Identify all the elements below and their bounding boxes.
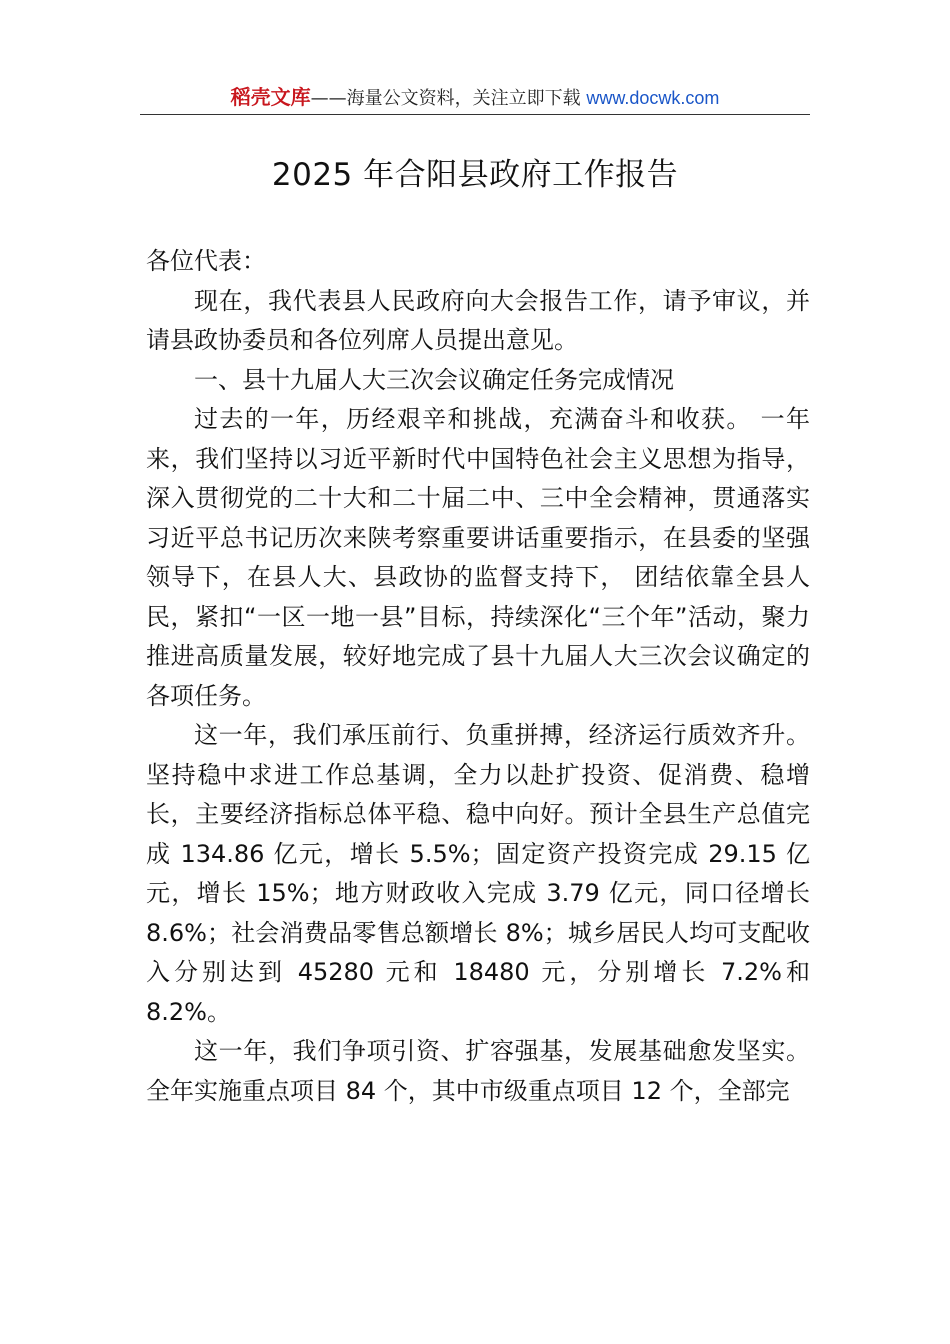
paragraph-review: 过去的一年，历经艰辛和挑战，充满奋斗和收获。 一年来，我们坚持以习近平新时代中国特色社会主义思想为指导，深入贯彻党的二十大和二十届二中、三中全会精神，贯通落实习近平总书记历次来陕考察重要讲话重要指示，在县委的坚强领导下，在县人大、县政协的监督支持下， 团结依靠全县人民，紧扣“一区一地一县”目标，持续深化“三个年”活动，聚力推进高质量发展，较好地完成了县十九届人大三次会议确定的各项任务。	[146, 405, 810, 710]
page-header	[140, 84, 810, 114]
section-heading: 一、县十九届人大三次会议确定任务完成情况	[194, 365, 674, 394]
document-title: 2025 年合阳县政府工作报告	[271, 157, 679, 193]
paragraph-projects: 这一年，我们争项引资、扩容强基，发展基础愈发坚实。全年实施重点项目 84 个，其中市级重点项目 12 个，全部完	[146, 1037, 810, 1105]
document-body	[146, 242, 810, 1111]
header-slogan: ——海量公文资料，关注立即下载	[310, 88, 581, 109]
salutation: 各位代表：	[146, 247, 266, 275]
paragraph-economy: 这一年，我们承压前行、负重拼搏，经济运行质效齐升。坚持稳中求进工作总基调，全力以赴扩投资、促消费、稳增长，主要经济指标总体平稳、稳中向好。预计全县生产总值完成 134.86 亿元，增长 5.5%；固定资产投资完成 29.15 亿元，增长 15%；地方财政收入完成 3.79 亿元，同口径增长 8.6%；社会消费品零售总额增长 8%；城乡居民人均可支配收入分别达到 45280 元和 18480 元，分别增长 7.2%和 8.2%。	[146, 721, 810, 1026]
paragraph-intro: 现在，我代表县人民政府向大会报告工作，请予审议，并请县政协委员和各位列席人员提出意见。	[146, 286, 810, 354]
header-divider	[140, 114, 810, 115]
header-url-link[interactable]: www.docwk.com	[586, 88, 720, 108]
brand-name: 稻壳文库	[230, 85, 311, 109]
